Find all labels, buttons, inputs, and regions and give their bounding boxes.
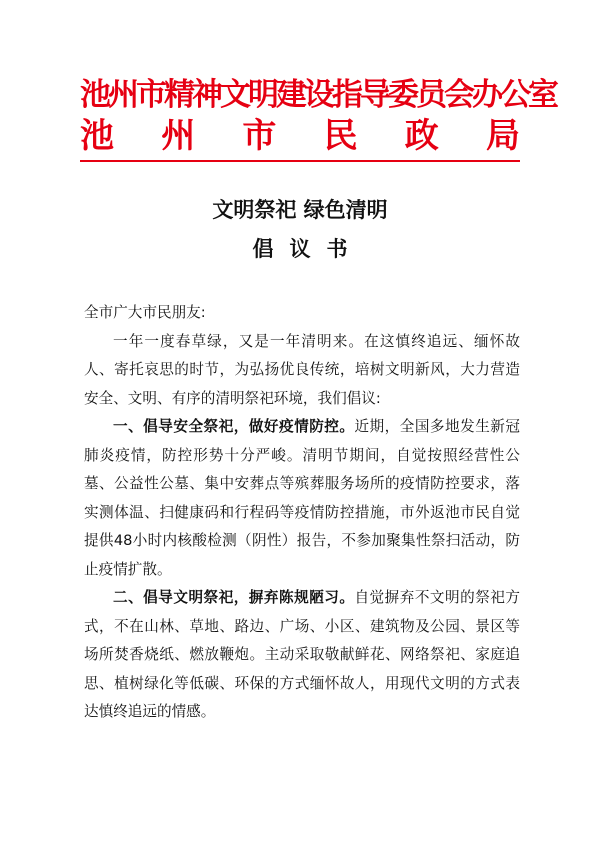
section-2-paragraph: [84, 584, 520, 727]
document-title: 文明祭祀 绿色清明: [212, 197, 388, 222]
section-2-heading: 二、倡导文明祭祀，摒弃陈规陋习。: [113, 589, 355, 606]
document-subtitle: 倡议书: [252, 236, 364, 261]
intro-paragraph: 一年一度春草绿，又是一年清明来。在这慎终追远、缅怀故人、寄托哀思的时节，为弘扬优良传统，培树文明新风，大力营造安全、文明、有序的清明祭祀环境，我们倡议:: [84, 332, 520, 407]
issuing-org-line-2: [80, 116, 520, 156]
org-char: 州: [161, 116, 196, 156]
org-char: 局: [485, 116, 520, 156]
section-1-text: 近期，全国多地发生新冠肺炎疫情，防控形势十分严峻。清明节期间，自觉按照经营性公墓、公益性公墓、集中安葬点等殡葬服务场所的疫情防控要求，落实测体温、扫健康码和行程码等疫情防控措施，市外返池市民自觉提供48小时内核酸检测（阴性）报告，不参加聚集性祭扫活动，防止疫情扩散。: [84, 418, 520, 578]
issuing-org-line-1: 池州市精神文明建设指导委员会办公室: [80, 77, 556, 113]
org-char: 民: [323, 116, 358, 156]
org-char: 市: [242, 116, 277, 156]
org-char: 政: [404, 116, 439, 156]
document-body: [84, 299, 520, 727]
red-header-divider: [80, 160, 520, 162]
salutation: 全市广大市民朋友:: [84, 304, 206, 321]
org-char: 池: [80, 116, 114, 156]
section-1-paragraph: [84, 413, 520, 584]
section-1-heading: 一、倡导安全祭祀，做好疫情防控。: [113, 418, 355, 435]
section-2-text: 自觉摒弃不文明的祭祀方式，不在山林、草地、路边、广场、小区、建筑物及公园、景区等场所焚香烧纸、燃放鞭炮。主动采取敬献鲜花、网络祭祀、家庭追思、植树绿化等低碳、环保的方式缅怀故人，用现代文明的方式表达慎终追远的情感。: [84, 589, 520, 720]
